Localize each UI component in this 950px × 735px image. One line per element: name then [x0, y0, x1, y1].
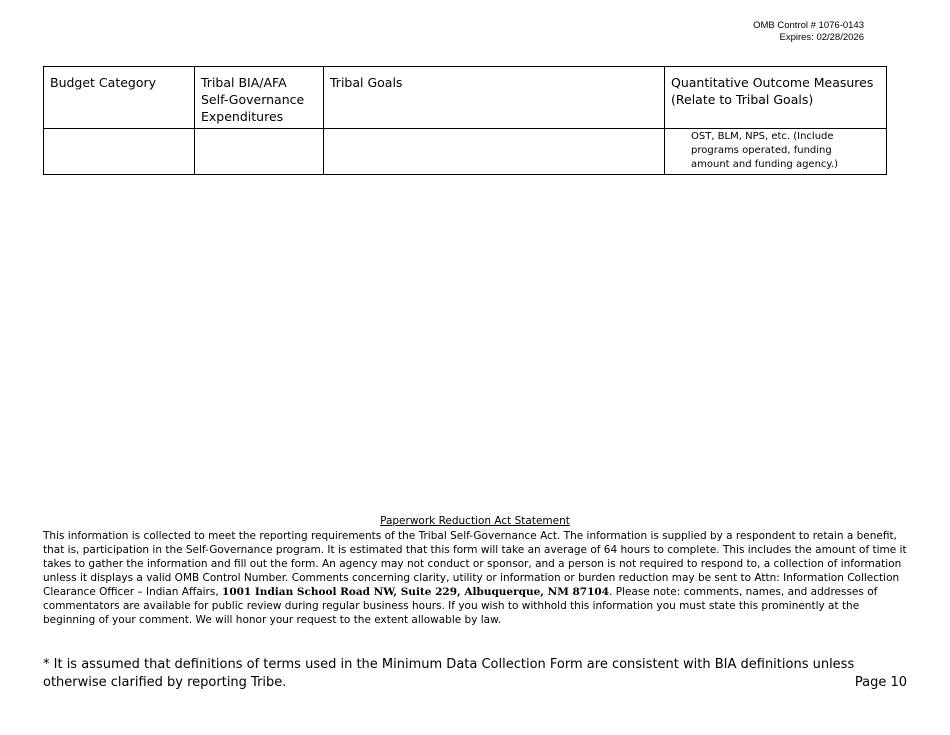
paperwork-statement	[43, 529, 909, 627]
table-header-row	[44, 67, 887, 129]
paperwork-text-part1: This information is collected to meet the reporting requirements of the Tribal Self-Governance Act. The information is supplied by a respondent to retain a benefit, that is, participation in the Self-Governance program. It is estimated that this form will take an average of 64 hours to complete. This includes the amount of time it takes to gather the information and fill out the form. An agency may not conduct or sponsor, and a person is not required to respond to, a collection of information unless it displays a valid OMB Control Number. Comments concerning clarity, utility or information or burden reduction may be sent to Attn: Information Collection Clearance Officer – Indian Affairs,	[43, 530, 907, 598]
omb-control-number: OMB Control # 1076-0143	[753, 20, 864, 31]
table-row	[44, 129, 887, 175]
header-budget-category: Budget Category	[44, 67, 195, 129]
outcome-measures-note: OST, BLM, NPS, etc. (Include programs operated, funding amount and funding agency.)	[691, 131, 838, 170]
paperwork-text-part2: . Please note: comments, names, and addresses of commentators are available for public review during regular business hours. If you wish to withhold this information you must state this prominently at the beginning of your comment. We will honor your request to the extent allowable by law.	[43, 586, 878, 626]
cell-outcome-measures[interactable]	[665, 129, 887, 175]
budget-table	[43, 66, 887, 175]
definitions-footnote: * It is assumed that definitions of terms used in the Minimum Data Collection Form are consistent with BIA definitions unless otherwise clarified by reporting Tribe.	[43, 657, 855, 690]
paperwork-title: Paperwork Reduction Act Statement	[380, 515, 570, 527]
page-number: Page 10	[854, 675, 907, 690]
cell-budget-category[interactable]	[44, 129, 195, 175]
omb-header	[753, 20, 864, 44]
expiration-date: Expires: 02/28/2026	[779, 32, 864, 43]
cell-tribal-expenditures[interactable]	[195, 129, 324, 175]
header-tribal-goals: Tribal Goals	[324, 67, 665, 129]
cell-tribal-goals[interactable]	[324, 129, 665, 175]
header-outcome-measures: Quantitative Outcome Measures (Relate to Tribal Goals)	[665, 67, 887, 129]
paperwork-address: 1001 Indian School Road NW, Suite 229, Albuquerque, NM 87104	[222, 586, 610, 598]
header-tribal-expenditures: Tribal BIA/AFA Self-Governance Expenditures	[195, 67, 324, 129]
